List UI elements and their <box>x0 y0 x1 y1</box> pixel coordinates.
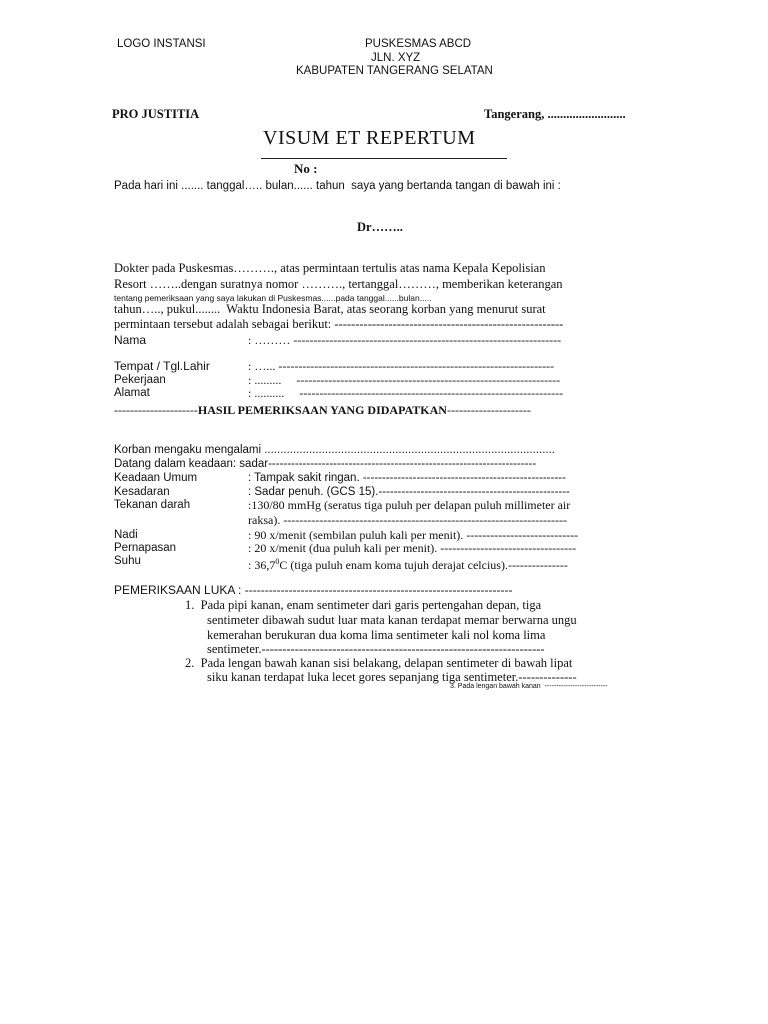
value-pernapasan: : 20 x/menit (dua puluh kali per menit). ---------------------------------- <box>248 541 577 555</box>
section-dashes-right: --------------------- <box>446 403 531 417</box>
value-kesadaran: : Sadar penuh. (GCS 15).-------------------------------------------------- <box>248 486 570 498</box>
title-underline <box>261 158 507 159</box>
org-address: JLN. XYZ <box>371 52 421 64</box>
luka-item-1-line-3: kemerahan berukuran dua koma lima sentimeter kali nol koma lima <box>207 628 546 642</box>
luka-item-3: 3. Pada lengan bawah kanan --------------------------- <box>450 683 608 690</box>
luka-heading: PEMERIKSAAN LUKA : ------------------------------------------------------------------- <box>114 583 513 597</box>
section-heading-hasil <box>114 403 531 417</box>
label-suhu: Suhu <box>114 555 141 567</box>
label-pekerjaan: Pekerjaan <box>114 374 166 386</box>
label-nadi: Nadi <box>114 529 138 541</box>
section-title: HASIL PEMERIKSAAN YANG DIDAPATKAN <box>197 403 447 417</box>
luka-item-1-line-4: sentimeter.-------------------------------------------------------------------- <box>207 642 545 656</box>
value-nadi: : 90 x/menit (sembilan puluh kali per menit). ---------------------------- <box>248 528 579 542</box>
label-pernapasan: Pernapasan <box>114 542 177 554</box>
datang-line: Datang dalam keadaan: sadar---------------------------------------------------------------------- <box>114 458 537 470</box>
luka-item-1-line-2: sentimeter dibawah sudut luar mata kanan terdapat memar berwarna ungu <box>207 613 577 627</box>
paragraph-line-2: Resort ……..dengan suratnya nomor ………., tertanggal………, memberikan keterangan <box>114 277 563 291</box>
value-keadaan-umum: : Tampak sakit ringan. ----------------------------------------------------- <box>248 472 566 484</box>
label-tempat-lahir: Tempat / Tgl.Lahir <box>114 359 210 373</box>
suhu-rest: C (tiga puluh enam koma tujuh derajat celcius).--------------- <box>279 558 568 572</box>
doctor-name: Dr…….. <box>357 220 403 234</box>
degree-sup: 0 <box>275 557 280 566</box>
section-dashes-left: --------------------- <box>114 403 198 417</box>
value-tekanan-darah: :130/80 mmHg (seratus tiga puluh per delapan puluh millimeter air <box>248 498 571 512</box>
label-tekanan-darah: Tekanan darah <box>114 499 191 511</box>
pro-justitia: PRO JUSTITIA <box>112 107 200 121</box>
intro-line: Pada hari ini ....... tanggal….. bulan...... tahun saya yang bertanda tangan di bawah ini : <box>114 180 561 192</box>
paragraph-line-4: tahun….., pukul........ Waktu Indonesia Barat, atas seorang korban yang menurut surat <box>114 302 546 316</box>
value-tempat-lahir: : …... --------------------------------------------------------------------- <box>248 359 555 373</box>
korban-line: Korban mengaku mengalami ........................................................................................... <box>114 444 555 456</box>
value-nama: : ……… ------------------------------------------------------------------- <box>248 333 562 347</box>
paragraph-line-1: Dokter pada Puskesmas………., atas permintaan tertulis atas nama Kepala Kepolisian <box>114 261 546 275</box>
value-suhu <box>248 558 568 572</box>
paragraph-line-5: permintaan tersebut adalah sebagai berikut: ------------------------------------------------------- <box>114 317 564 331</box>
value-alamat: : .......... ------------------------------------------------------------------ <box>248 386 564 400</box>
logo-placeholder: LOGO INSTANSI <box>117 38 206 50</box>
value-tekanan-darah-cont: raksa). ----------------------------------------------------------------------- <box>248 513 568 527</box>
document-number: No : <box>294 161 318 176</box>
luka-item-2-line-2: siku kanan terdapat luka lecet gores sepanjang tiga sentimeter.-------------- <box>207 670 577 684</box>
luka-item-1-line-1: 1. Pada pipi kanan, enam sentimeter dari garis pertengahan depan, tiga <box>185 598 542 612</box>
luka-item-2-line-1: 2. Pada lengan bawah kanan sisi belakang, delapan sentimeter di bawah lipat <box>185 656 573 670</box>
label-kesadaran: Kesadaran <box>114 486 170 498</box>
suhu-prefix: : 36,7 <box>248 558 276 572</box>
label-nama: Nama <box>114 333 147 347</box>
document-title: VISUM ET REPERTUM <box>263 127 476 149</box>
label-keadaan-umum: Keadaan Umum <box>114 472 198 484</box>
org-name: PUSKESMAS ABCD <box>365 38 472 50</box>
org-region: KABUPATEN TANGERANG SELATAN <box>296 65 493 77</box>
place-date: Tangerang, ......................... <box>484 107 626 121</box>
value-pekerjaan: : ......... ------------------------------------------------------------------ <box>248 373 561 387</box>
paragraph-line-3: tentang pemeriksaan yang saya lakukan di Puskesmas......pada tanggal......bulan..... <box>114 293 432 303</box>
label-alamat: Alamat <box>114 387 150 399</box>
